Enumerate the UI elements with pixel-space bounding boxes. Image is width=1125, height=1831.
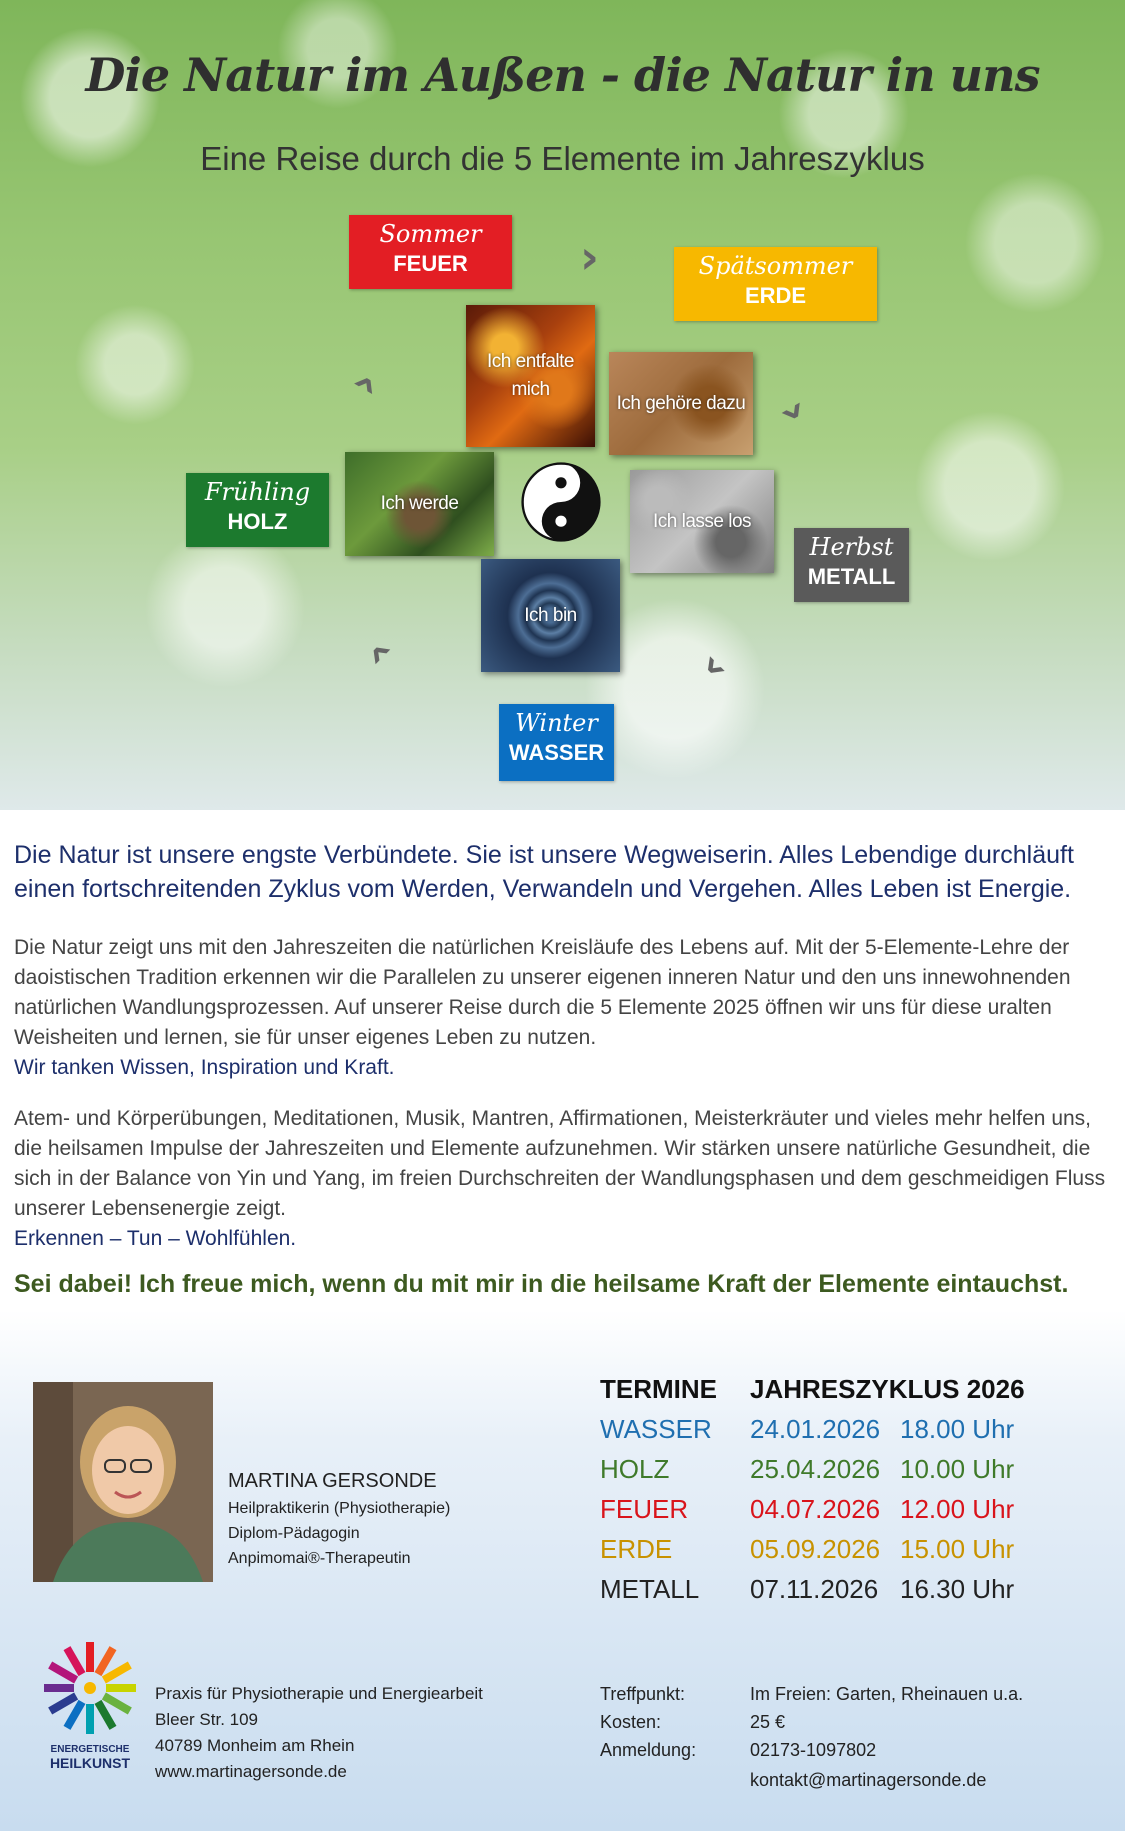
- hero-banner: [0, 0, 1125, 810]
- cost-label: Kosten:: [600, 1712, 662, 1732]
- schedule-date: 07.11.2026: [750, 1574, 879, 1604]
- schedule-header-title: JAHRESZYKLUS 2026: [750, 1374, 1025, 1404]
- tile-water: [481, 559, 620, 672]
- schedule-time: 12.00 Uhr: [900, 1494, 1015, 1524]
- paragraph-practice-text: Atem- und Körperübungen, Meditationen, Musik, Mantren, Affirmationen, Meisterkräuter und vieles mehr helfen uns, die heilsamen Impulse der Jahreszeiten und Elemente aufzunehmen. Wir stärken unsere natürliche Gesundheit, die sich in der Balance von Yin und Yang, im freien Durchschreiten der Wandlungsphasen und dem geschmeidigen Fluss unserer Lebensenergie zeigt.: [14, 1107, 1106, 1220]
- tile-water-text: Ich bin: [524, 604, 577, 626]
- cycle-arrow-icon: ›: [580, 230, 599, 284]
- schedule-element: WASSER: [600, 1414, 712, 1444]
- season-spring-name: Frühling: [204, 478, 311, 506]
- schedule-date: 04.07.2026: [750, 1494, 881, 1524]
- season-winter: [499, 704, 614, 781]
- tile-metal-text: Ich lasse los: [652, 510, 752, 532]
- paragraph-practice-accent: Erkennen – Tun – Wohlfühlen.: [14, 1227, 297, 1250]
- person-title-2: Diplom-Pädagogin: [228, 1525, 360, 1542]
- schedule-element: FEUER: [600, 1494, 689, 1524]
- logo: [40, 1638, 140, 1770]
- cycle-arrow-icon: ›: [689, 643, 742, 695]
- season-summer-element: FEUER: [393, 251, 468, 276]
- schedule-header-label: TERMINE: [600, 1374, 717, 1404]
- tile-metal: [630, 470, 774, 573]
- person-title-1: Heilpraktikerin (Physiotherapie): [228, 1500, 451, 1517]
- schedule-date: 25.04.2026: [750, 1454, 881, 1484]
- schedule-time: 15.00 Uhr: [900, 1534, 1015, 1564]
- portrait-illustration: [33, 1382, 213, 1582]
- cycle-arrow-icon: ›: [767, 389, 824, 433]
- person-name: MARTINA GERSONDE: [228, 1470, 437, 1492]
- season-summer-name: Sommer: [379, 220, 482, 248]
- season-winter-name: Winter: [515, 709, 598, 737]
- address-city: 40789 Monheim am Rhein: [155, 1736, 355, 1755]
- tile-earth: [609, 352, 753, 455]
- yin-yang-icon: [521, 462, 601, 542]
- tile-wood-text: Ich werde: [380, 493, 459, 514]
- cycle-arrow-icon: ›: [351, 629, 404, 681]
- season-late-summer-element: ERDE: [744, 283, 807, 308]
- portrait-photo: [33, 1382, 213, 1582]
- sunburst-logo-icon: [40, 1638, 140, 1738]
- page-title: Die Natur im Außen - die Natur in uns: [85, 48, 1040, 102]
- season-autumn-element: METALL: [807, 564, 896, 589]
- season-spring-element: HOLZ: [227, 509, 288, 534]
- season-autumn: [794, 528, 909, 602]
- season-summer: [349, 215, 512, 289]
- website-link[interactable]: www.martinagersonde.de: [155, 1762, 347, 1781]
- tile-earth-text: Ich gehöre dazu: [616, 392, 746, 414]
- signup-phone[interactable]: 02173-1097802: [750, 1740, 877, 1760]
- paragraph-intro-accent: Wir tanken Wissen, Inspiration und Kraft.: [14, 1056, 395, 1079]
- season-autumn-name: Herbst: [809, 533, 894, 561]
- signup-label: Anmeldung:: [600, 1740, 697, 1760]
- paragraph-intro-text: Die Natur zeigt uns mit den Jahreszeiten die natürlichen Kreisläufe des Lebens auf. Mit der 5-Elemente-Lehre der daoistischen Tradition erkennen wir die Parallelen zu unserer eigenen inneren Natur und den uns innewohnenden natürlichen Wandlungsprozessen. Auf unserer Reise durch die 5 Elemente 2025 öffnen wir uns für diese uralten Weisheiten und lernen, sie für unser eigenes Leben zu nutzen.: [14, 936, 1071, 1049]
- season-late-summer-name: Spätsommer: [698, 252, 853, 280]
- address-practice: Praxis für Physiotherapie und Energiearbeit: [155, 1684, 483, 1703]
- signup-email[interactable]: kontakt@martinagersonde.de: [750, 1770, 987, 1790]
- schedule-element: HOLZ: [600, 1454, 670, 1484]
- schedule-element: ERDE: [600, 1534, 673, 1564]
- schedule-time: 10.00 Uhr: [900, 1454, 1015, 1484]
- schedule-element: METALL: [600, 1574, 700, 1604]
- lead-paragraph: Die Natur ist unsere engste Verbündete. Sie ist unsere Wegweiserin. Alles Lebendige durchläuft einen fortschreitenden Zyklus vom Werden, Verwandeln und Vergehen. Alles Leben ist Energie.: [14, 841, 1074, 903]
- cycle-arrow-icon: ›: [335, 361, 392, 405]
- schedule-date: 05.09.2026: [750, 1534, 881, 1564]
- tile-fire: [466, 305, 595, 447]
- cost-value: 25 €: [750, 1712, 786, 1732]
- season-late-summer: [674, 247, 877, 321]
- meeting-point-label: Treffpunkt:: [600, 1684, 686, 1704]
- paragraph-practice: [14, 1104, 1114, 1254]
- schedule-time: 18.00 Uhr: [900, 1414, 1015, 1444]
- schedule-time: 16.30 Uhr: [900, 1574, 1015, 1604]
- page-subtitle: Eine Reise durch die 5 Elemente im Jahreszyklus: [200, 140, 925, 177]
- callout-text: Sei dabei! Ich freue mich, wenn du mit mir in die heilsame Kraft der Elemente eintauchst.: [14, 1270, 1069, 1298]
- meeting-point-value: Im Freien: Garten, Rheinauen u.a.: [750, 1684, 1024, 1704]
- paragraph-intro: [14, 933, 1114, 1083]
- person-title-3: Anpimomai®-Therapeutin: [228, 1550, 411, 1567]
- logo-text-2: HEILKUNST: [49, 1755, 131, 1771]
- season-winter-element: WASSER: [508, 740, 605, 765]
- season-spring: [186, 473, 329, 547]
- schedule-date: 24.01.2026: [750, 1414, 881, 1444]
- tile-wood: [345, 452, 494, 556]
- tile-fire-text: Ich entfalte mich: [487, 351, 574, 400]
- logo-text-1: ENERGETISCHE: [50, 1744, 130, 1755]
- address-street: Bleer Str. 109: [155, 1710, 259, 1729]
